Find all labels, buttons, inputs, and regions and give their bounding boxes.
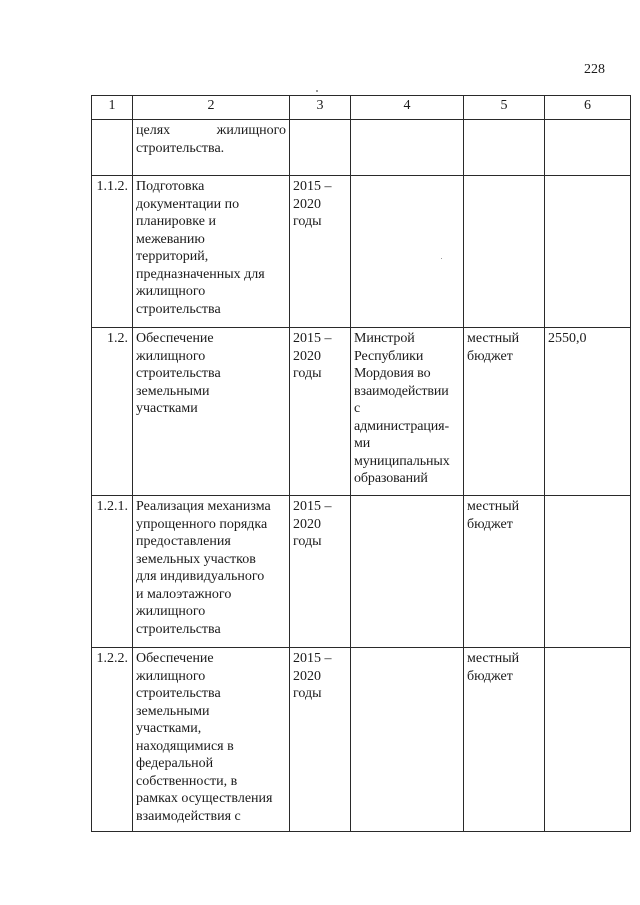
measure-line: межеванию [136,231,205,247]
executor-line: взаимодействии [354,383,449,399]
measure-line: участками [136,401,198,416]
period-line: годы [293,534,322,549]
executor-cell [351,176,464,328]
measure-cell [133,648,290,832]
period-line: 2015 – [293,499,332,514]
measure-line: строительства [136,686,221,701]
measure-line: Обеспечение [136,331,214,346]
measure-line: земельных участков [136,551,256,567]
funding-source-line: местный [467,331,520,346]
amount-cell [545,648,631,832]
measure-line: строительства [136,366,221,381]
row-number-cell: 1.2.2. [92,648,133,832]
period-line: 2015 – [293,651,332,666]
row-number-cell: 1.1.2. [92,176,133,328]
executor-line: Минстрой [354,331,415,346]
measure-line: федеральной [136,756,214,771]
executor-line: муниципальных [354,453,450,469]
header-cell: 3 [290,96,351,120]
measure-line: строительства [136,621,221,637]
table-row [92,496,631,648]
executor-line: Республики [354,348,424,364]
funding-source-cell [464,328,545,496]
measure-line: предоставления [136,534,231,549]
executor-cell [351,648,464,832]
table-header-row [92,96,631,120]
executor-line: администрация- [354,418,450,434]
measure-line: участками, [136,721,202,736]
program-measures-table [91,95,631,832]
header-cell: 1 [92,96,133,120]
executor-cell [351,120,464,176]
table-row [92,176,631,328]
measure-cell [133,176,290,328]
table-row [92,648,631,832]
row-number-cell: 1.2. [92,328,133,496]
period-cell [290,328,351,496]
measure-line: упрощенного порядка [136,516,268,532]
scan-speck [441,258,442,259]
measure-line: документации по [136,196,240,212]
funding-source-cell [464,648,545,832]
header-cell: 6 [545,96,631,120]
page-number: 228 [584,62,605,77]
period-line: 2015 – [293,331,332,346]
scan-speck [316,90,318,92]
measure-line: собственности, в [136,773,238,789]
funding-source-line: бюджет [467,668,513,684]
measure-line: Реализация механизма [136,499,271,514]
measure-cell [133,496,290,648]
funding-source-cell [464,120,545,176]
measure-line: жилищного [136,348,206,364]
measure-line: строительства [136,301,221,317]
funding-source-line: местный [467,499,520,514]
table-row [92,120,631,176]
header-cell: 2 [133,96,290,120]
measure-line: планировке и [136,214,216,229]
measure-line: территорий, [136,249,209,264]
executor-cell [351,328,464,496]
funding-source-cell [464,496,545,648]
measure-line: находящимися в [136,738,234,754]
header-cell: 4 [351,96,464,120]
row-number-cell [92,120,133,176]
measure-line: жилищного [136,284,206,299]
executor-cell [351,496,464,648]
period-cell [290,120,351,176]
measure-line: целях жилищного [136,123,286,138]
funding-source-line: местный [467,651,520,666]
measure-line: взаимодействия с [136,808,241,824]
measure-line: Подготовка [136,179,205,194]
measure-line: земельными [136,703,210,719]
amount-cell [545,176,631,328]
amount-cell [545,120,631,176]
amount-cell [545,496,631,648]
executor-line: образований [354,471,428,486]
executor-line: ми [354,436,371,451]
period-line: 2020 [293,348,321,364]
measure-line: и малоэтажного [136,586,232,602]
measure-line: строительства. [136,140,225,156]
measure-line: Обеспечение [136,651,214,666]
amount-cell: 2550,0 [545,328,631,496]
funding-source-line: бюджет [467,516,513,532]
measure-cell [133,120,290,176]
measure-line: для индивидуального [136,569,265,584]
funding-source-cell [464,176,545,328]
executor-line: с [354,401,361,416]
period-line: 2020 [293,196,321,212]
measure-line: рамках осуществления [136,791,273,806]
measure-line: жилищного [136,604,206,619]
period-cell [290,648,351,832]
funding-source-line: бюджет [467,348,513,364]
measure-line: предназначенных для [136,266,265,282]
period-cell [290,496,351,648]
period-line: годы [293,366,322,381]
period-line: 2020 [293,516,321,532]
row-number-cell: 1.2.1. [92,496,133,648]
period-cell [290,176,351,328]
table-row [92,328,631,496]
measure-line: жилищного [136,668,206,684]
executor-line: Мордовия во [354,366,431,381]
period-line: 2020 [293,668,321,684]
period-line: годы [293,214,322,229]
period-line: 2015 – [293,179,332,194]
period-line: годы [293,686,322,701]
measure-cell [133,328,290,496]
header-cell: 5 [464,96,545,120]
measure-line: земельными [136,383,210,399]
